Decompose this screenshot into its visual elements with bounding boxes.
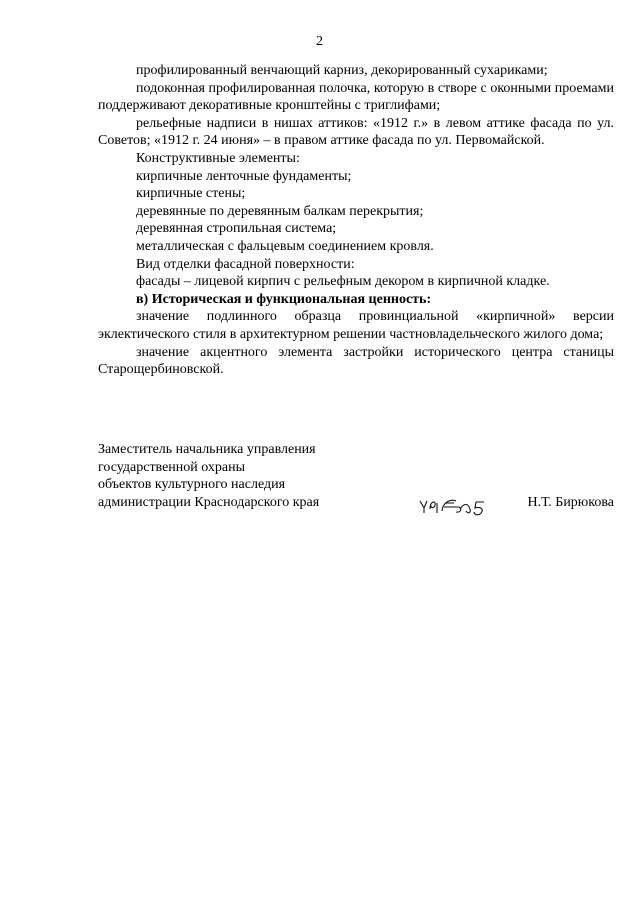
paragraph-floors: деревянные по деревянным балкам перекрытия;	[136, 203, 424, 219]
document-body	[98, 62, 614, 379]
paragraph-foundations: кирпичные ленточные фундаменты;	[136, 168, 352, 184]
signatory-title-line-2: государственной охраны	[98, 459, 246, 475]
signature-block	[98, 441, 614, 511]
paragraph-inscriptions: рельефные надписи в нишах аттиков: «1912 г.» в левом аттике фасада по ул. Советов; «1912 г. 24 июня» – в правом аттике фасада по ул. Первомайской.	[98, 115, 614, 149]
handwritten-signature	[418, 491, 490, 519]
paragraph-value-accent: значение акцентного элемента застройки исторического центра станицы Старощербиновской.	[98, 344, 614, 378]
paragraph-facades: фасады – лицевой кирпич с рельефным декором в кирпичной кладке.	[136, 274, 550, 290]
paragraph-window-shelf: подоконная профилированная полочка, которую в створе с оконными проемами поддерживают декоративные кронштейны с триглифами;	[98, 80, 614, 114]
paragraph-cornice: профилированный венчающий карниз, декорированный сухариками;	[136, 63, 548, 78]
paragraph-finish-heading: Вид отделки фасадной поверхности:	[136, 256, 355, 272]
paragraph-structural-heading: Конструктивные элементы:	[136, 150, 300, 166]
paragraph-rafters: деревянная стропильная система;	[136, 221, 337, 237]
paragraph-roof: металлическая с фальцевым соединением кровля.	[136, 238, 434, 254]
signatory-name: Н.Т. Бирюкова	[527, 494, 614, 510]
signatory-title-line-3: объектов культурного наследия	[98, 477, 286, 493]
signatory-title-line-4: администрации Краснодарского края	[98, 494, 320, 510]
section-heading-historical-value: в) Историческая и функциональная ценность:	[136, 291, 432, 307]
paragraph-value-eclectic: значение подлинного образца провинциальной «кирпичной» версии эклектического стиля в архитектурном решении частновладельческого жилого дома;	[98, 309, 614, 342]
paragraph-walls: кирпичные стены;	[136, 186, 246, 202]
signatory-title-line-1: Заместитель начальника управления	[98, 442, 316, 457]
page-number: 2	[316, 34, 323, 49]
